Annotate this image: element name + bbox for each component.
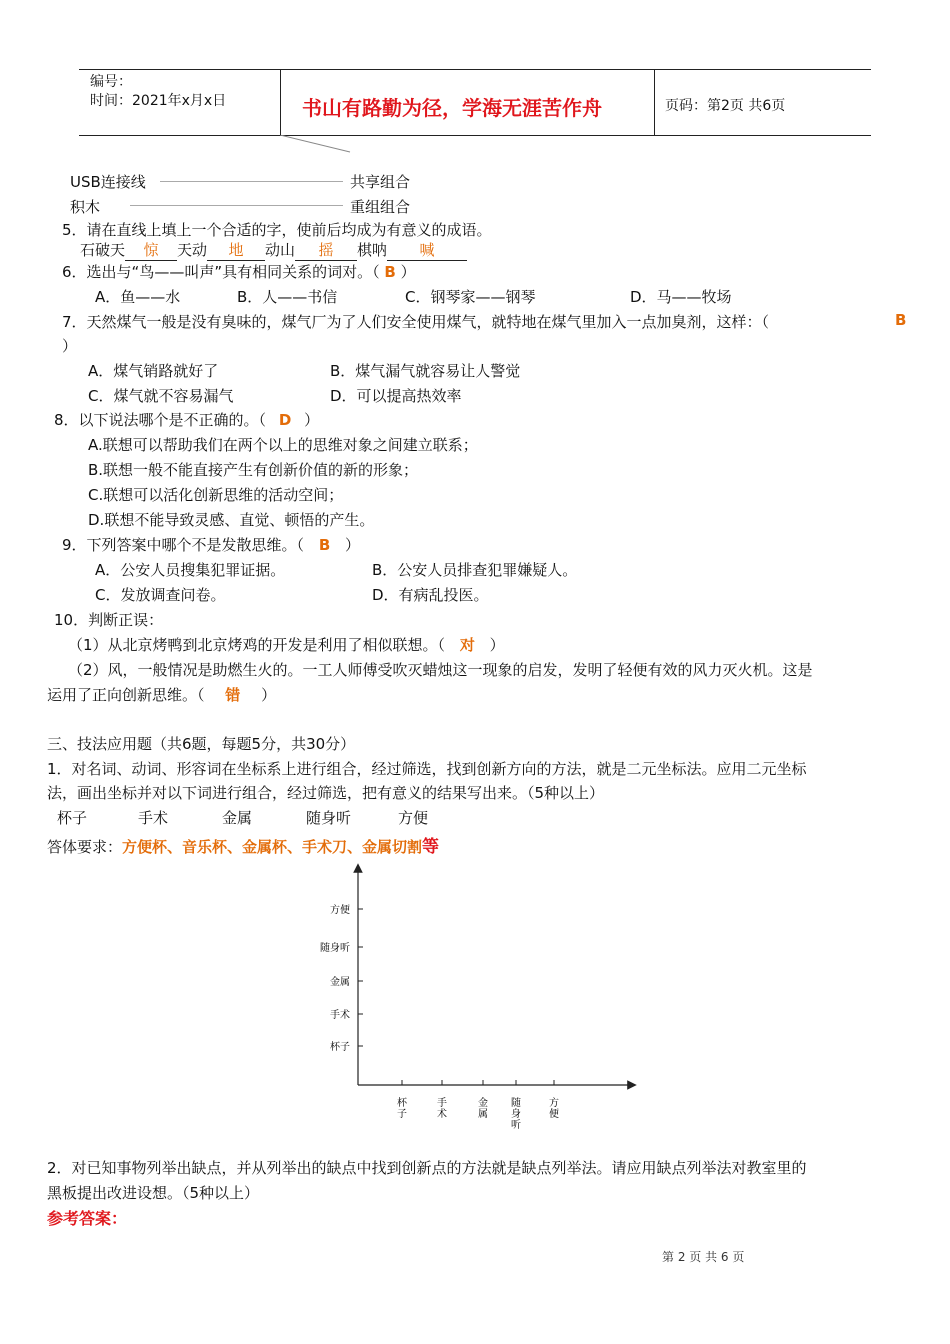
x-tick-label: 手 (437, 1098, 447, 1109)
q8-answer: D (278, 411, 292, 429)
x-tick-label: 子 (397, 1109, 407, 1120)
q5-idioms: 石破天 惊 天动 地 动山 摇 棋呐 喊 (80, 239, 467, 261)
q9-question: 9．下列答案中哪个不是发散思维。（ B ） (62, 536, 361, 554)
answer-text: 方便杯、音乐杯、金属杯、手术刀、金属切割 (122, 838, 423, 856)
header-motto: 书山有路勤为径，学海无涯苦作舟 (302, 96, 602, 120)
q9-option-c: C．发放调查问卷。 (95, 586, 226, 604)
x-tick-label: 身 (511, 1109, 521, 1120)
q5-text: 5．请在直线上填上一个合适的字，使前后均成为有意义的成语。 (62, 221, 492, 239)
q7-option-c: C．煤气就不容易漏气 (88, 387, 234, 405)
q9-option-d: D．有病乱投医。 (372, 586, 489, 604)
x-tick-label: 金 (478, 1098, 488, 1109)
q10-title: 10．判断正误： (54, 611, 164, 629)
match-right-2: 重组组合 (350, 198, 411, 216)
x-tick-label: 随 (511, 1098, 521, 1109)
x-tick-label: 术 (437, 1109, 447, 1120)
header-number: 编号： (90, 74, 132, 90)
q6-option-c: C．钢琴家——钢琴 (405, 288, 536, 306)
q5-answer-1: 惊 (125, 239, 177, 261)
x-tick-label: 杯 (397, 1098, 407, 1109)
answer-line: 答体要求：方便杯、音乐杯、金属杯、手术刀、金属切割等 (47, 837, 440, 857)
q9-option-b: B．公安人员排查犯罪嫌疑人。 (372, 561, 578, 579)
q9-answer: B (318, 536, 331, 554)
q6-answer: B (384, 263, 396, 281)
q8-option-d: D.联想不能导致灵感、直觉、顿悟的产生。 (88, 511, 375, 529)
section3-q2-line2: 黑板提出改进设想。（5种以上） (47, 1184, 260, 1202)
y-tick-label: 金属 (330, 977, 350, 988)
q10-statement-2a: （2）风，一般情况是助燃生火的。一工人师傅受吹灭蜡烛这一现象的启发，发明了轻便有效的风力灭火机。这是 (68, 661, 813, 679)
q6-option-a: A．鱼——水 (95, 288, 181, 306)
match-left-1: USB连接线 (70, 173, 146, 191)
q7-option-a: A．煤气销路就好了 (88, 362, 219, 380)
section3-title: 三、技法应用题（共6题，每题5分，共30分） (47, 735, 356, 753)
q5-answer-4: 喊 (387, 239, 467, 261)
q7-option-d: D．可以提高热效率 (330, 387, 462, 405)
coordinate-graph (310, 860, 650, 1135)
q8-option-c: C.联想可以活化创新思维的活动空间； (88, 486, 344, 504)
x-tick-label: 便 (549, 1109, 559, 1120)
footer-page: 第 2 页 共 6 页 (662, 1250, 745, 1264)
y-tick-label: 杯子 (330, 1042, 350, 1053)
q10-answer-1: 对 (459, 636, 475, 654)
header-time: 时间：2021年x月x日 (90, 93, 227, 109)
word-2: 手术 (138, 809, 169, 827)
q7-option-b: B．煤气漏气就容易让人警觉 (330, 362, 521, 380)
match-right-1: 共享组合 (350, 173, 411, 191)
word-3: 金属 (222, 809, 253, 827)
q5-answer-2: 地 (207, 239, 265, 261)
header-page: 页码：第2页 共6页 (665, 98, 786, 114)
q10-statement-2b: 运用了正向创新思维。（ 错 ） (47, 686, 277, 704)
q8-option-b: B.联想一般不能直接产生有创新价值的新的形象； (88, 461, 419, 479)
word-1: 杯子 (57, 809, 88, 827)
q8-option-a: A.联想可以帮助我们在两个以上的思维对象之间建立联系； (88, 436, 478, 454)
y-tick-label: 随身听 (320, 943, 350, 954)
answer-suffix: 等 (422, 837, 440, 857)
match-left-2: 积木 (70, 198, 101, 216)
x-tick-label: 属 (478, 1109, 488, 1120)
x-tick-label: 听 (511, 1120, 521, 1131)
word-4: 随身听 (306, 809, 352, 827)
q6-option-d: D．马——牧场 (630, 288, 732, 306)
q7-answer: B (895, 311, 907, 329)
q10-statement-1: （1）从北京烤鸭到北京烤鸡的开发是利用了相似联想。（ 对 ） (68, 636, 505, 654)
x-tick-label: 方 (549, 1098, 559, 1109)
q6-question: 6．选出与“鸟——叫声”具有相同关系的词对。（ B ） (62, 263, 416, 281)
q6-option-b: B．人——书信 (237, 288, 338, 306)
q10-answer-2: 错 (225, 686, 241, 704)
y-tick-label: 手术 (330, 1010, 350, 1021)
section3-q2-line1: 2．对已知事物列举出缺点，并从列举出的缺点中找到创新点的方法就是缺点列举法。请应用缺点列举法对教室里的 (47, 1159, 807, 1177)
y-tick-label: 方便 (330, 905, 350, 916)
word-5: 方便 (398, 809, 429, 827)
section3-q1-line2: 法，画出坐标并对以下词进行组合，经过筛选，把有意义的结果写出来。（5种以上） (47, 784, 605, 802)
header-diagonal (280, 135, 360, 155)
reference-answer-label: 参考答案： (47, 1209, 128, 1228)
q5-answer-3: 摇 (295, 239, 357, 261)
section3-q1-line1: 1．对名词、动词、形容词在坐标系上进行组合，经过筛选，找到创新方向的方法，就是二元坐标法。应用二元坐标 (47, 760, 807, 778)
q8-question: 8．以下说法哪个是不正确的。（ D ） (54, 411, 320, 429)
q7-question: 7．天然煤气一般是没有臭味的，煤气厂为了人们安全使用煤气，就特地在煤气里加入一点加臭剂，这样：（ (62, 313, 770, 331)
q7-close: ） (62, 337, 78, 355)
q9-option-a: A．公安人员搜集犯罪证据。 (95, 561, 286, 579)
